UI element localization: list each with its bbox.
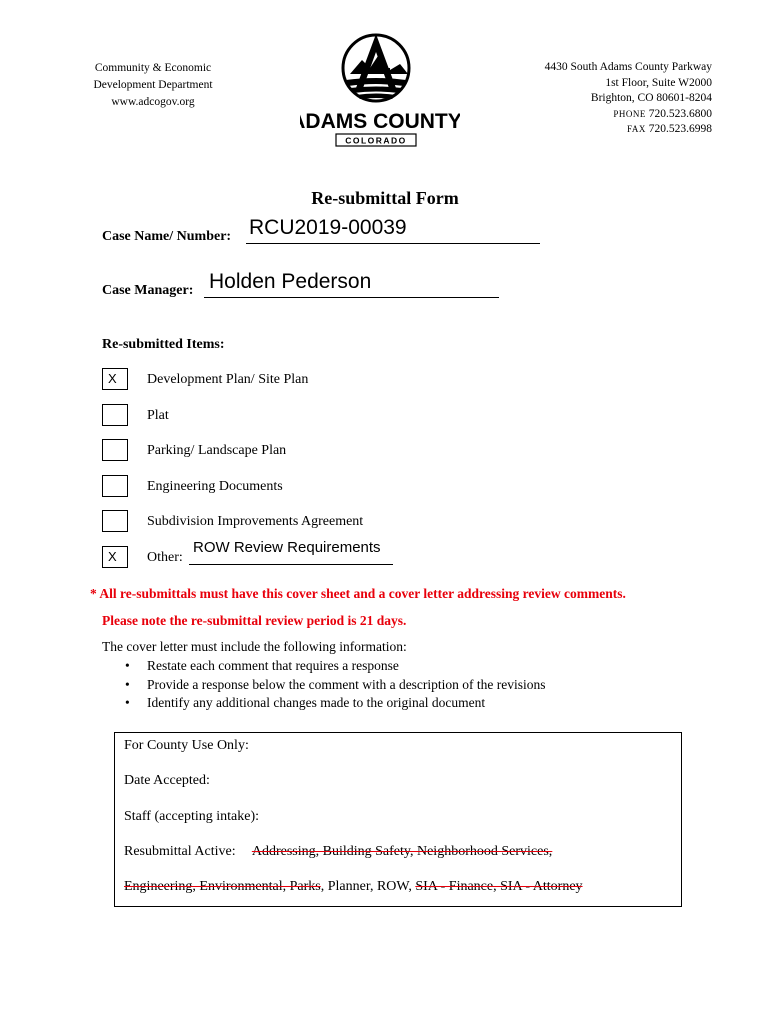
item-label-parking-landscape: Parking/ Landscape Plan	[147, 443, 287, 458]
case-manager-label: Case Manager:	[102, 283, 194, 298]
resubmittal-active-row	[124, 844, 552, 860]
date-accepted-label: Date Accepted:	[124, 773, 210, 788]
address-line-2: 1st Floor, Suite W2000	[605, 76, 712, 89]
case-name-field[interactable]: RCU2019-00039	[249, 216, 407, 239]
case-name-line	[246, 243, 540, 244]
item-label-development-plan: Development Plan/ Site Plan	[147, 372, 309, 387]
fax-label: FAX	[627, 124, 646, 134]
county-use-box	[114, 732, 682, 907]
struck-departments-2	[124, 879, 321, 894]
item-label-other: Other:	[147, 550, 183, 565]
fax-number: 720.523.6998	[648, 123, 712, 135]
cover-letter-bullets	[125, 657, 546, 713]
address-line-1: 4430 South Adams County Parkway	[544, 61, 712, 73]
logo-graphic	[300, 30, 460, 148]
form-title: Re-submittal Form	[311, 188, 459, 208]
struck-text-1: Addressing, Building Safety, Neighborhood Services,	[251, 844, 553, 859]
cover-letter-intro: The cover letter must include the following information:	[102, 639, 407, 654]
bullet-item: • Restate each comment that requires a response	[125, 657, 546, 676]
department-website: www.adcogov.org	[111, 96, 195, 108]
notice-line-1: * All re-submittals must have this cover sheet and a cover letter addressing review comments.	[90, 586, 626, 601]
struck-departments-1	[252, 844, 552, 859]
logo-state: COLORADO	[345, 135, 407, 146]
phone-label: PHONE	[613, 108, 646, 119]
struck-text-2: Engineering, Environmental, Parks	[124, 879, 321, 894]
notice-line-2: Please note the re-submittal review period is 21 days.	[102, 613, 407, 628]
case-name-label: Case Name/ Number:	[102, 229, 232, 244]
county-use-heading: For County Use Only:	[124, 738, 249, 753]
bullet-item: • Provide a response below the comment with a description of the revisions	[125, 676, 546, 695]
checkbox-development-plan[interactable]: X	[102, 368, 128, 390]
case-manager-field[interactable]: Holden Pederson	[209, 270, 372, 293]
case-manager-line	[204, 297, 499, 298]
item-label-engineering: Engineering Documents	[147, 479, 283, 494]
struck-text-3: SIA - Finance, SIA - Attorney	[415, 879, 583, 894]
logo-wordmark: ADAMS COUNTY	[300, 110, 460, 133]
resubmitted-items-label: Re-submitted Items:	[102, 337, 225, 352]
fax-row	[500, 122, 712, 138]
checkbox-subdivision[interactable]	[102, 510, 128, 532]
active-departments: , Planner, ROW,	[320, 879, 416, 894]
other-field[interactable]: ROW Review Requirements	[193, 539, 381, 556]
phone-row	[500, 107, 712, 123]
staff-label: Staff (accepting intake):	[124, 809, 260, 824]
department-block	[86, 60, 220, 111]
checkbox-engineering[interactable]	[102, 475, 128, 497]
department-line-2: Development Department	[93, 79, 213, 91]
departments-row	[124, 879, 583, 895]
item-label-subdivision: Subdivision Improvements Agreement	[147, 514, 364, 529]
checkbox-parking-landscape[interactable]	[102, 439, 128, 461]
resubmittal-active-label: Resubmittal Active:	[124, 844, 236, 859]
checkbox-plat[interactable]	[102, 404, 128, 426]
department-line-1: Community & Economic	[94, 62, 212, 74]
checkbox-other[interactable]: X	[102, 546, 128, 568]
adams-county-logo	[300, 30, 460, 148]
other-line	[189, 564, 393, 565]
address-line-3: Brighton, CO 80601-8204	[590, 92, 712, 104]
struck-departments-3	[415, 879, 582, 894]
bullet-item: • Identify any additional changes made to the original document	[125, 694, 546, 713]
item-label-plat: Plat	[147, 408, 169, 423]
address-block	[500, 60, 712, 138]
phone-number: 720.523.6800	[648, 107, 712, 120]
